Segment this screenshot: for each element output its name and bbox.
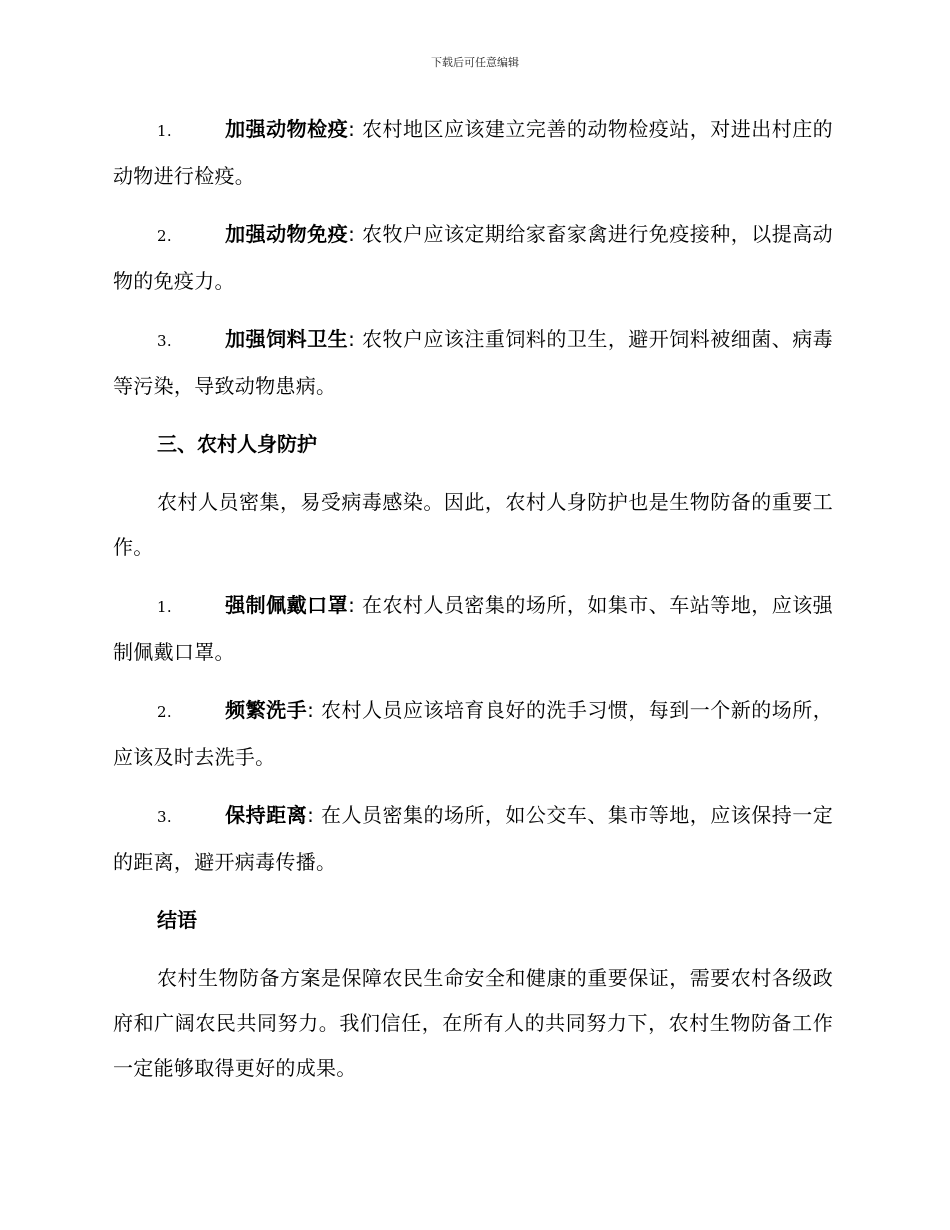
- list-separator: :: [307, 803, 315, 827]
- list-term: 保持距离: [225, 803, 308, 827]
- list-term: 频繁洗手: [225, 698, 308, 722]
- list-text: 农牧户应该定期给家畜家禽进行免疫接种，以提高动物的免疫力。: [113, 222, 833, 293]
- list-number: 3.: [157, 332, 172, 350]
- section-heading: 三、农村人身防护: [157, 432, 317, 456]
- list-term: 加强动物免疫: [225, 222, 349, 246]
- list-item: [113, 317, 833, 409]
- list-separator: :: [348, 117, 356, 141]
- document-body: [113, 107, 833, 1104]
- list-item: [113, 107, 833, 199]
- list-item: [113, 793, 833, 885]
- list-number: 3.: [157, 808, 172, 826]
- list-term: 强制佩戴口罩: [225, 593, 349, 617]
- list-number: 2.: [157, 227, 172, 245]
- header-note: 下载后可任意编辑: [431, 56, 519, 69]
- list-text: 在农村人员密集的场所，如集市、车站等地，应该强制佩戴口罩。: [113, 593, 833, 664]
- list-text: 农牧户应该注重饲料的卫生，避开饲料被细菌、病毒等污染，导致动物患病。: [113, 327, 833, 398]
- list-number: 1.: [157, 122, 172, 140]
- conclusion-heading: 结语: [157, 908, 197, 932]
- list-term: 加强动物检疫: [225, 117, 349, 141]
- list-number: 2.: [157, 703, 172, 721]
- list-separator: :: [348, 222, 356, 246]
- list-separator: :: [307, 698, 315, 722]
- list-number: 1.: [157, 598, 172, 616]
- list-separator: :: [348, 327, 356, 351]
- list-text: 农村人员应该培育良好的洗手习惯，每到一个新的场所，应该及时去洗手。: [113, 698, 833, 769]
- list-term: 加强饲料卫生: [225, 327, 349, 351]
- list-text: 农村地区应该建立完善的动物检疫站，对进出村庄的动物进行检疫。: [113, 117, 833, 188]
- conclusion-text: 农村生物防备方案是保障农民生命安全和健康的重要保证，需要农村各级政府和广阔农民共同努力。我们信任，在所有人的共同努力下，农村生物防备工作一定能够取得更好的成果。: [113, 966, 833, 1080]
- list-item: [113, 583, 833, 675]
- section-intro: 农村人员密集，易受病毒感染。因此，农村人身防护也是生物防备的重要工作。: [113, 490, 833, 559]
- list-item: [113, 212, 833, 304]
- list-item: [113, 688, 833, 780]
- list-text: 在人员密集的场所，如公交车、集市等地，应该保持一定的距离，避开病毒传播。: [113, 803, 833, 874]
- list-separator: :: [348, 593, 356, 617]
